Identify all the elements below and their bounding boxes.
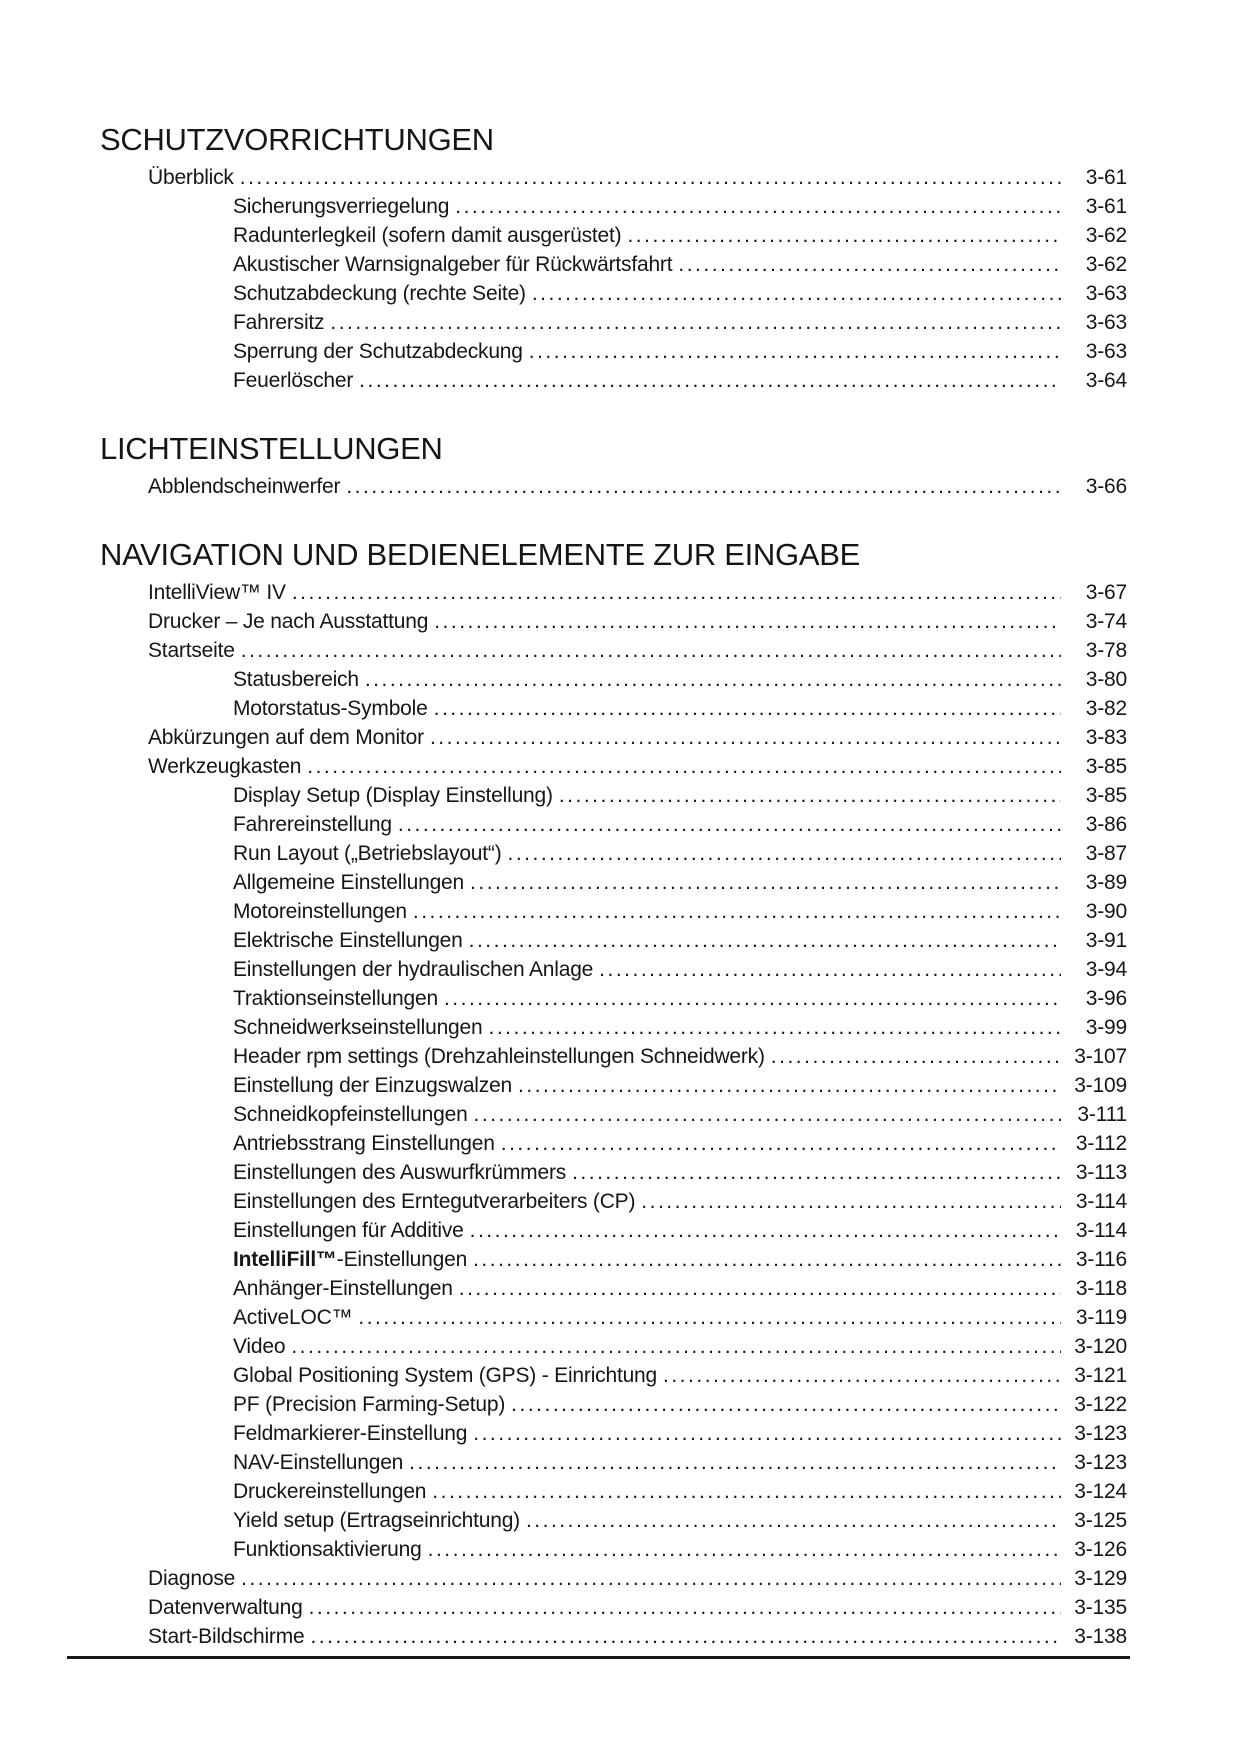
entry-label-text: Einstellungen der hydraulischen Anlage [233, 958, 594, 981]
toc-entry[interactable] [100, 636, 1127, 665]
page-number: 3-64 [1085, 369, 1127, 392]
entry-label [233, 1071, 512, 1100]
toc-entry[interactable] [100, 694, 1127, 723]
entry-label-text: Motoreinstellungen [233, 900, 407, 923]
toc-entry[interactable] [100, 279, 1127, 308]
dot-leader [469, 926, 1061, 955]
entry-label-text: Yield setup (Ertragseinrichtung) [233, 1509, 520, 1532]
page-number: 3-99 [1085, 1016, 1127, 1039]
entry-label [233, 221, 621, 250]
entry-label-text: Druckereinstellungen [233, 1480, 427, 1503]
dot-leader [413, 897, 1061, 926]
page-number: 3-129 [1074, 1567, 1127, 1590]
entry-label [148, 472, 340, 501]
page-number: 3-90 [1085, 900, 1127, 923]
entry-label [233, 926, 463, 955]
dot-leader [358, 1303, 1061, 1332]
section-items [100, 472, 1127, 501]
toc-entry[interactable] [100, 221, 1127, 250]
dot-leader [430, 723, 1061, 752]
page-number: 3-124 [1074, 1480, 1127, 1503]
entry-label-text: Statusbereich [233, 668, 359, 691]
toc-entry[interactable] [100, 1419, 1127, 1448]
entry-label-text: Startseite [148, 639, 235, 662]
dot-leader [501, 1129, 1061, 1158]
toc-entry[interactable] [100, 1013, 1127, 1042]
dot-leader [432, 1477, 1061, 1506]
page-number: 3-63 [1085, 311, 1127, 334]
page-number: 3-85 [1085, 755, 1127, 778]
page-number: 3-119 [1075, 1306, 1127, 1329]
page-number: 3-86 [1085, 813, 1127, 836]
toc-entry[interactable] [100, 1216, 1127, 1245]
entry-label [233, 694, 428, 723]
entry-label [148, 163, 234, 192]
page-number: 3-78 [1085, 639, 1127, 662]
page-number: 3-122 [1074, 1393, 1127, 1416]
toc-entry[interactable] [100, 163, 1127, 192]
section-title: NAVIGATION UND BEDIENELEMENTE ZUR EINGABE [100, 537, 860, 572]
entry-label [233, 1477, 426, 1506]
dot-leader [489, 1013, 1062, 1042]
toc-entry[interactable] [100, 1071, 1127, 1100]
entry-label [233, 192, 449, 221]
entry-label-text: Schutzabdeckung (rechte Seite) [233, 282, 526, 305]
entry-label-text: Header rpm settings (Drehzahleinstellungen Schneidwerk) [233, 1045, 765, 1068]
toc-entry[interactable] [100, 1042, 1127, 1071]
entry-label-text: Feldmarkierer-Einstellung [233, 1422, 468, 1445]
entry-label-text: Überblick [148, 166, 234, 189]
entry-label-text: Einstellungen des Erntegutverarbeiters (CP) [233, 1190, 636, 1213]
toc-entry[interactable] [100, 1593, 1127, 1622]
dot-leader [240, 163, 1061, 192]
toc-section [100, 431, 1127, 501]
entry-label [233, 337, 523, 366]
toc-entry[interactable] [100, 781, 1127, 810]
dot-leader [307, 752, 1061, 781]
entry-label [233, 1448, 403, 1477]
toc-section [100, 122, 1127, 395]
entry-label-text: Display Setup (Display Einstellung) [233, 784, 553, 807]
page-number: 3-61 [1085, 166, 1127, 189]
toc-entry[interactable] [100, 723, 1127, 752]
footer-rule [67, 1656, 1130, 1659]
dot-leader [641, 1187, 1061, 1216]
toc-entry[interactable] [100, 1303, 1127, 1332]
page-number: 3-87 [1085, 842, 1127, 865]
entry-label [148, 1622, 304, 1651]
entry-label [148, 1593, 303, 1622]
dot-leader [518, 1071, 1061, 1100]
page-number: 3-126 [1074, 1538, 1127, 1561]
entry-label-text: Fahrersitz [233, 311, 325, 334]
entry-label-text: Fahrereinstellung [233, 813, 392, 836]
entry-label [233, 279, 526, 308]
entry-label-text: Einstellung der Einzugswalzen [233, 1074, 513, 1097]
page-number: 3-138 [1074, 1625, 1127, 1648]
section-title: SCHUTZVORRICHTUNGEN [100, 122, 494, 157]
toc-entry[interactable] [100, 308, 1127, 337]
dot-leader [526, 1506, 1061, 1535]
page-number: 3-83 [1085, 726, 1127, 749]
dot-leader [346, 472, 1061, 501]
entry-label-text: ActiveLOC™ [233, 1306, 353, 1329]
entry-label [148, 723, 424, 752]
page-number: 3-89 [1085, 871, 1127, 894]
dot-leader [470, 868, 1061, 897]
section-items [100, 578, 1127, 1651]
dot-leader [434, 694, 1061, 723]
dot-leader [398, 810, 1061, 839]
toc-entry[interactable] [100, 1158, 1127, 1187]
page-number: 3-80 [1085, 668, 1127, 691]
toc-entry[interactable] [100, 810, 1127, 839]
dot-leader [459, 1274, 1061, 1303]
toc-entry[interactable] [100, 752, 1127, 781]
entry-label-text: Abkürzungen auf dem Monitor [148, 726, 424, 749]
entry-label-text: Einstellungen des Auswurfkrümmers [233, 1161, 567, 1184]
dot-leader [559, 781, 1061, 810]
toc-entry[interactable] [100, 337, 1127, 366]
entry-label [233, 1361, 657, 1390]
entry-label [233, 1535, 422, 1564]
entry-label [148, 578, 286, 607]
page-number: 3-96 [1085, 987, 1127, 1010]
dot-leader [771, 1042, 1061, 1071]
entry-label-text: Run Layout („Betriebslayout“) [233, 842, 502, 865]
dot-leader [474, 1100, 1061, 1129]
page-number: 3-74 [1085, 610, 1127, 633]
entry-label-text: Werkzeugkasten [148, 755, 302, 778]
page-number: 3-123 [1074, 1422, 1127, 1445]
toc-entry[interactable] [100, 868, 1127, 897]
dot-leader [292, 578, 1061, 607]
entry-label [233, 1274, 453, 1303]
toc-entry[interactable] [100, 1564, 1127, 1593]
dot-leader [330, 308, 1061, 337]
toc-entry[interactable] [100, 1129, 1127, 1158]
toc-sections [100, 122, 1127, 1651]
dot-leader [627, 221, 1061, 250]
dot-leader [434, 607, 1061, 636]
toc-entry[interactable] [100, 472, 1127, 501]
entry-label [233, 839, 502, 868]
entry-label [233, 1303, 352, 1332]
entry-label [233, 1332, 285, 1361]
dot-leader [678, 250, 1061, 279]
entry-label [233, 1013, 483, 1042]
dot-leader [444, 984, 1061, 1013]
toc-entry[interactable] [100, 897, 1127, 926]
page-number: 3-120 [1074, 1335, 1127, 1358]
entry-label [233, 1129, 495, 1158]
entry-label [233, 1390, 505, 1419]
page-number: 3-111 [1077, 1103, 1127, 1126]
page-number: 3-82 [1085, 697, 1127, 720]
dot-leader [572, 1158, 1061, 1187]
entry-label [233, 781, 553, 810]
dot-leader [599, 955, 1061, 984]
page-number: 3-63 [1085, 340, 1127, 363]
toc-entry[interactable] [100, 839, 1127, 868]
entry-label-text: Funktionsaktivierung [233, 1538, 422, 1561]
toc-entry[interactable] [100, 1187, 1127, 1216]
toc-entry[interactable] [100, 1477, 1127, 1506]
entry-label [148, 1564, 235, 1593]
entry-label [233, 1419, 467, 1448]
dot-leader [473, 1245, 1061, 1274]
section-title: LICHTEINSTELLUNGEN [100, 431, 443, 466]
toc-entry[interactable] [100, 1332, 1127, 1361]
toc-entry[interactable] [100, 1100, 1127, 1129]
page-number: 3-85 [1085, 784, 1127, 807]
entry-label-bold: IntelliFill™ [233, 1248, 337, 1271]
entry-label-text: Sperrung der Schutzabdeckung [233, 340, 523, 363]
page-number: 3-94 [1085, 958, 1127, 981]
toc-entry[interactable] [100, 1622, 1127, 1651]
page-number: 3-66 [1085, 475, 1127, 498]
entry-label-text: -Einstellungen [336, 1248, 468, 1271]
entry-label-text: Video [233, 1335, 286, 1358]
dot-leader [532, 279, 1061, 308]
page-number: 3-135 [1074, 1596, 1127, 1619]
toc-entry[interactable] [100, 665, 1127, 694]
toc-entry[interactable] [100, 1361, 1127, 1390]
dot-leader [508, 839, 1062, 868]
dot-leader [310, 1622, 1061, 1651]
toc-entry[interactable] [100, 250, 1127, 279]
toc-entry[interactable] [100, 926, 1127, 955]
toc-entry[interactable] [100, 192, 1127, 221]
dot-leader [455, 192, 1061, 221]
entry-label-text: Drucker – Je nach Ausstattung [148, 610, 429, 633]
entry-label-text: Sicherungsverriegelung [233, 195, 450, 218]
page-number: 3-112 [1075, 1132, 1127, 1155]
entry-label [233, 1506, 520, 1535]
entry-label-text: Abblendscheinwerfer [148, 475, 341, 498]
entry-label [233, 1245, 467, 1274]
entry-label-text: Anhänger-Einstellungen [233, 1277, 453, 1300]
dot-leader [473, 1419, 1061, 1448]
entry-label-text: Einstellungen für Additive [233, 1219, 464, 1242]
entry-label [233, 868, 464, 897]
toc-entry[interactable] [100, 1245, 1127, 1274]
entry-label-text: Motorstatus-Symbole [233, 697, 428, 720]
page-number: 3-118 [1075, 1277, 1127, 1300]
page-number: 3-121 [1074, 1364, 1127, 1387]
entry-label [233, 897, 407, 926]
toc-section [100, 537, 1127, 1651]
page-number: 3-109 [1074, 1074, 1127, 1097]
page-number: 3-63 [1085, 282, 1127, 305]
entry-label-text: Allgemeine Einstellungen [233, 871, 465, 894]
toc-entry[interactable] [100, 1274, 1127, 1303]
section-items [100, 163, 1127, 395]
toc-entry[interactable] [100, 1448, 1127, 1477]
dot-leader [470, 1216, 1061, 1245]
toc-entry[interactable] [100, 984, 1127, 1013]
entry-label [233, 1042, 765, 1071]
dot-leader [511, 1390, 1061, 1419]
entry-label-text: Akustischer Warnsignalgeber für Rückwärtsfahrt [233, 253, 673, 276]
page-number: 3-123 [1074, 1451, 1127, 1474]
page-number: 3-67 [1085, 581, 1127, 604]
page-number: 3-125 [1074, 1509, 1127, 1532]
page-number: 3-113 [1075, 1161, 1127, 1184]
page-number: 3-116 [1075, 1248, 1127, 1271]
entry-label-text: Elektrische Einstellungen [233, 929, 463, 952]
toc-entry[interactable] [100, 955, 1127, 984]
dot-leader [359, 366, 1061, 395]
entry-label-text: Start-Bildschirme [148, 1625, 305, 1648]
entry-label-text: NAV-Einstellungen [233, 1451, 404, 1474]
toc-entry[interactable] [100, 578, 1127, 607]
entry-label [233, 665, 359, 694]
entry-label [233, 366, 353, 395]
dot-leader [529, 337, 1061, 366]
entry-label-text: PF (Precision Farming-Setup) [233, 1393, 506, 1416]
toc-entry[interactable] [100, 607, 1127, 636]
dot-leader [428, 1535, 1061, 1564]
entry-label-text: Diagnose [148, 1567, 236, 1590]
entry-label-text: Global Positioning System (GPS) - Einrichtung [233, 1364, 658, 1387]
entry-label-text: Traktionseinstellungen [233, 987, 438, 1010]
entry-label [233, 1216, 464, 1245]
entry-label [233, 1158, 566, 1187]
page-number: 3-114 [1075, 1190, 1127, 1213]
page-number: 3-61 [1085, 195, 1127, 218]
entry-label [233, 810, 392, 839]
toc-entry[interactable] [100, 366, 1127, 395]
toc-entry[interactable] [100, 1535, 1127, 1564]
entry-label [148, 752, 301, 781]
entry-label-text: Antriebsstrang Einstellungen [233, 1132, 495, 1155]
entry-label [233, 308, 324, 337]
entry-label [233, 250, 672, 279]
entry-label-text: Schneidwerkseinstellungen [233, 1016, 483, 1039]
dot-leader [365, 665, 1061, 694]
dot-leader [291, 1332, 1061, 1361]
entry-label-text: Datenverwaltung [148, 1596, 303, 1619]
page-number: 3-91 [1085, 929, 1127, 952]
entry-label [233, 984, 438, 1013]
entry-label [233, 955, 593, 984]
entry-label-text: Feuerlöscher [233, 369, 354, 392]
entry-label-text: Schneidkopfeinstellungen [233, 1103, 468, 1126]
page-number: 3-107 [1074, 1045, 1127, 1068]
entry-label-text: IntelliView™ IV [148, 581, 286, 604]
page-number: 3-62 [1085, 253, 1127, 276]
page-number: 3-114 [1075, 1219, 1127, 1242]
dot-leader [663, 1361, 1061, 1390]
entry-label [233, 1100, 468, 1129]
page-number: 3-62 [1085, 224, 1127, 247]
entry-label [148, 636, 235, 665]
entry-label [148, 607, 428, 636]
dot-leader [241, 1564, 1061, 1593]
dot-leader [309, 1593, 1061, 1622]
toc-entry[interactable] [100, 1506, 1127, 1535]
entry-label-text: Radunterlegkeil (sofern damit ausgerüstet) [233, 224, 622, 247]
dot-leader [241, 636, 1061, 665]
dot-leader [409, 1448, 1061, 1477]
toc-entry[interactable] [100, 1390, 1127, 1419]
entry-label [233, 1187, 635, 1216]
